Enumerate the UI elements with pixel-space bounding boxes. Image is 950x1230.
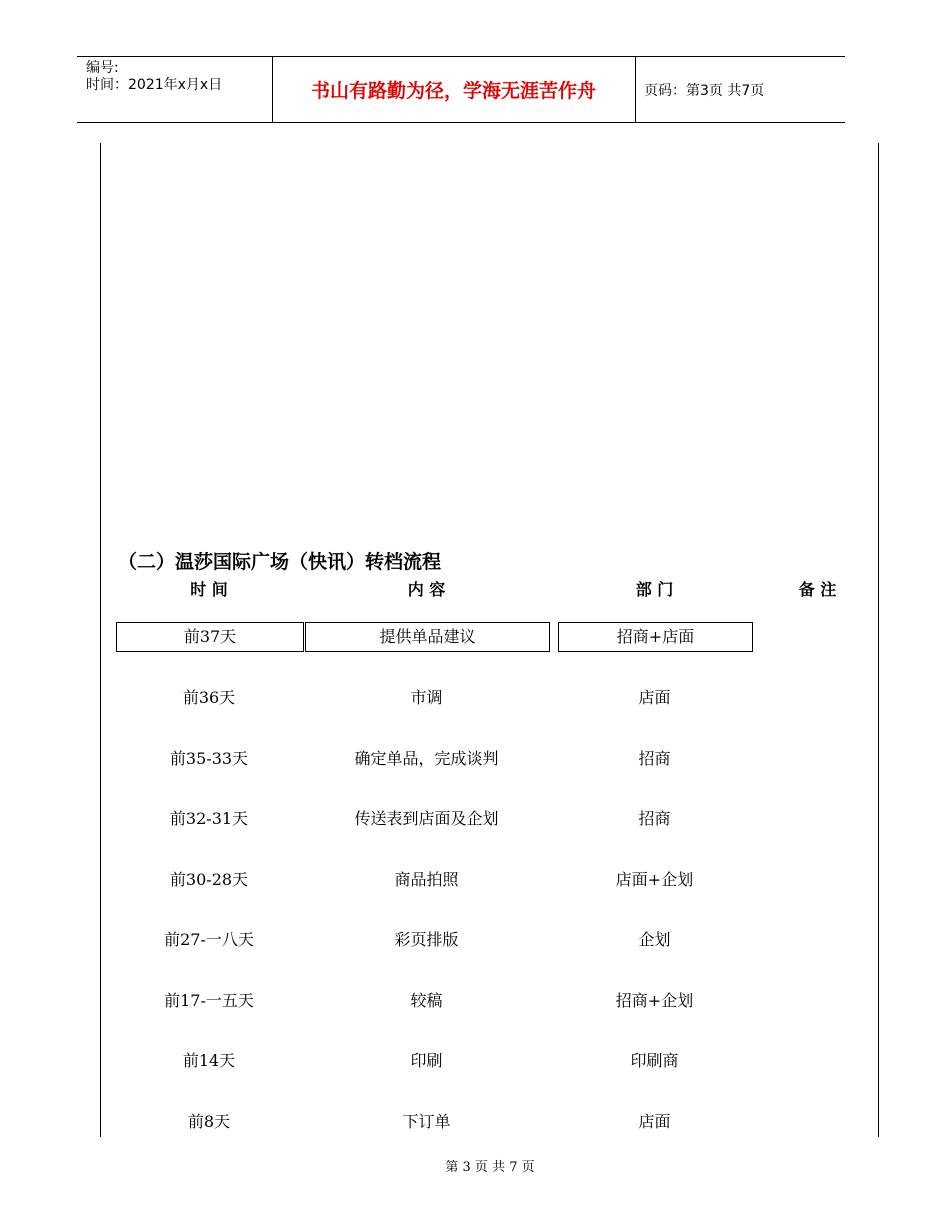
row-content: 印刷: [410, 1051, 443, 1070]
row-time: 前8天: [187, 1112, 231, 1131]
row-dept: 招商+企划: [615, 991, 694, 1010]
section-title: （二）温莎国际广场（快讯）转档流程: [118, 551, 442, 573]
table-row: [0, 745, 950, 775]
row-time: 前27-一八天: [164, 930, 254, 949]
row-content: 彩页排版: [394, 930, 459, 949]
header-motto: 书山有路勤为径，学海无涯苦作舟: [310, 80, 596, 102]
column-header-content: 内 容: [407, 580, 446, 599]
table-row: [0, 866, 950, 896]
row-content: 传送表到店面及企划: [354, 809, 499, 828]
table-row: [0, 987, 950, 1017]
header-top-rule: [77, 56, 845, 57]
table-row: [0, 1047, 950, 1077]
row-content: 市调: [410, 688, 443, 707]
row-content: 较稿: [410, 991, 443, 1010]
row-dept: 店面: [638, 688, 671, 707]
row-time: 前35-33天: [169, 749, 249, 768]
time-label: 时间：2021年x月x日: [86, 77, 223, 93]
table-row: [0, 1108, 950, 1138]
row-dept: 印刷商: [630, 1051, 679, 1070]
row-content: 提供单品建议: [305, 622, 550, 652]
number-label: 编号:: [86, 60, 119, 76]
header-bottom-rule: [77, 122, 845, 123]
row-time: 前14天: [182, 1051, 236, 1070]
row-dept: 招商: [638, 809, 671, 828]
table-row: [0, 684, 950, 714]
row-time: 前37天: [116, 622, 304, 652]
column-header-note: 备 注: [798, 580, 837, 599]
column-header-time: 时 间: [190, 580, 228, 599]
table-row: [0, 622, 950, 652]
row-dept: 企划: [638, 930, 671, 949]
row-dept: 店面: [638, 1112, 671, 1131]
header-page-label: 页码：第3页 共7页: [644, 83, 765, 99]
header-meta: [86, 60, 222, 94]
row-dept: 店面+企划: [615, 870, 694, 889]
page-footer: 第 3 页 共 7 页: [445, 1160, 535, 1175]
row-content: 商品拍照: [394, 870, 459, 889]
table-row: [0, 926, 950, 956]
row-time: 前30-28天: [169, 870, 249, 889]
row-time: 前36天: [182, 688, 236, 707]
row-dept: 招商+店面: [558, 622, 753, 652]
row-time: 前32-31天: [169, 809, 249, 828]
row-content: 下订单: [402, 1112, 451, 1131]
row-time: 前17-一五天: [164, 991, 254, 1010]
column-header-dept: 部 门: [635, 580, 674, 599]
row-dept: 招商: [638, 749, 671, 768]
header-divider-2: [635, 56, 636, 123]
table-row: [0, 805, 950, 835]
row-content: 确定单品，完成谈判: [354, 749, 499, 768]
